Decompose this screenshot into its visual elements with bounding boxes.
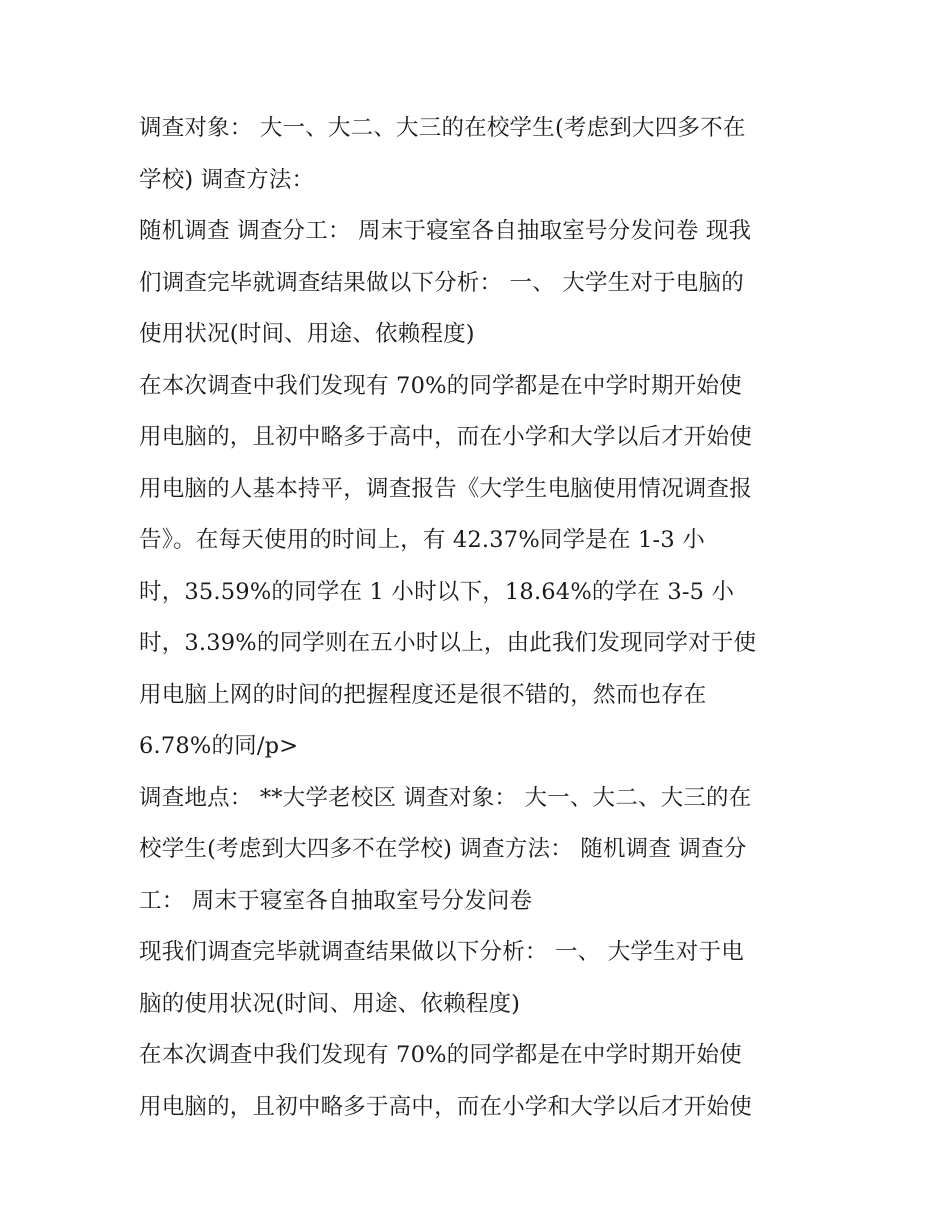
- text-line: 时，35.59%的同学在 1 小时以下，18.64%的学在 3-5 小: [139, 578, 735, 605]
- text-line: 时，3.39%的同学则在五小时以上，由此我们发现同学对于使: [139, 630, 757, 656]
- text-line: 使用状况(时间、用途、依赖程度): [139, 321, 475, 347]
- text-line: 们调查完毕就调查结果做以下分析： 一、 大学生对于电脑的: [139, 269, 744, 296]
- text-line: 随机调查 调查分工： 周末于寝室各自抽取室号分发问卷 现我: [139, 218, 752, 244]
- text-line: 用电脑上网的时间的把握程度还是很不错的，然而也存在: [139, 681, 707, 708]
- text-line: 用电脑的人基本持平，调查报告《大学生电脑使用情况调查报: [139, 475, 752, 502]
- body-text: [139, 103, 829, 1133]
- text-line: 工： 周末于寝室各自抽取室号分发问卷: [139, 887, 533, 914]
- text-line: 调查地点： **大学老校区 调查对象： 大一、大二、大三的在: [139, 784, 752, 811]
- text-line: 6.78%的同/p>: [139, 733, 299, 759]
- text-line: 告》。在每天使用的时间上，有 42.37%同学是在 1-3 小: [139, 527, 705, 553]
- text-line: 调查对象： 大一、大二、大三的在校学生(考虑到大四多不在: [139, 115, 746, 141]
- text-line: 校学生(考虑到大四多不在学校) 调查方法： 随机调查 调查分: [139, 836, 747, 862]
- text-line: 在本次调查中我们发现有 70%的同学都是在中学时期开始使: [139, 1042, 742, 1068]
- text-line: 在本次调查中我们发现有 70%的同学都是在中学时期开始使: [139, 372, 742, 399]
- text-line: 用电脑的，且初中略多于高中，而在小学和大学以后才开始使: [139, 1093, 752, 1120]
- text-line: 学校) 调查方法：: [139, 166, 315, 193]
- text-line: 现我们调查完毕就调查结果做以下分析： 一、 大学生对于电: [139, 939, 744, 965]
- text-line: 脑的使用状况(时间、用途、依赖程度): [139, 990, 521, 1017]
- text-line: 用电脑的，且初中略多于高中，而在小学和大学以后才开始使: [139, 424, 752, 450]
